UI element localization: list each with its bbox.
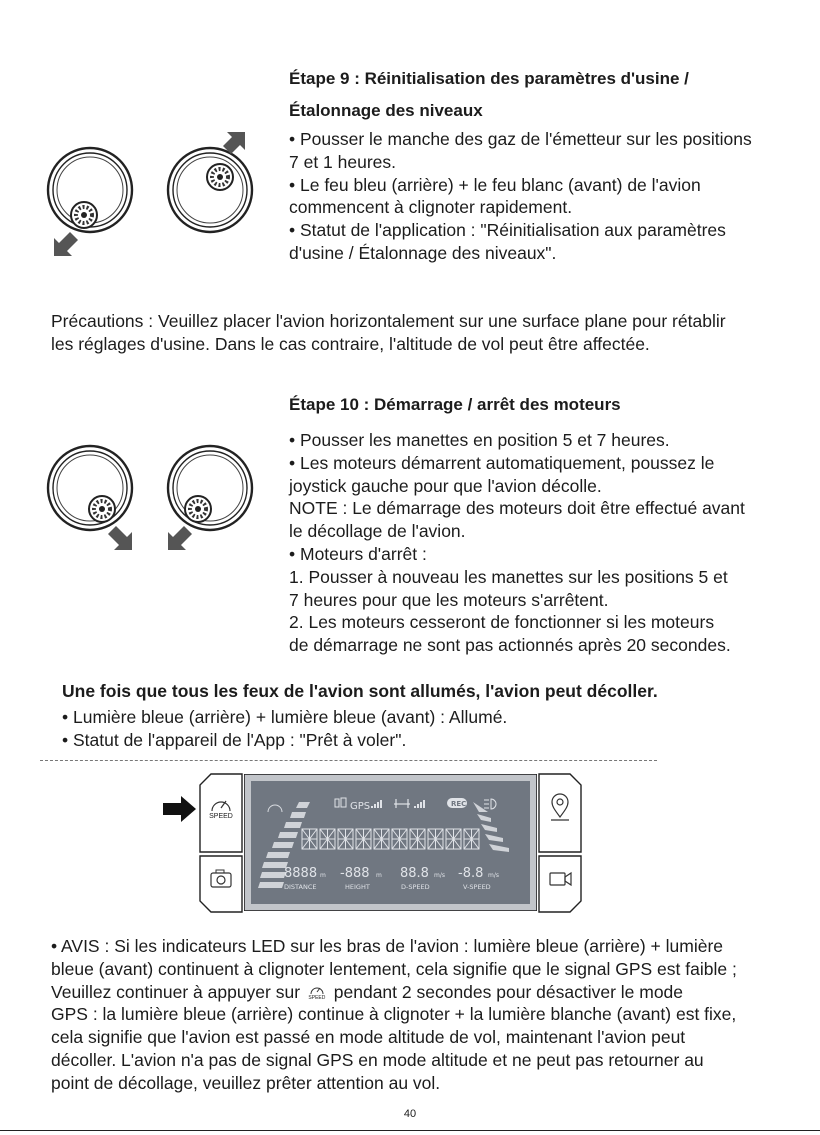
step9-stick-illustration [40, 128, 270, 263]
step10-body: • Pousser les manettes en position 5 et 7 heures. • Les moteurs démarrent automatiquement, poussez le joystick gauche pour que l'avion décolle. NOTE : Le démarrage des moteurs doit être effectué avant le décollage de l'avion. • Moteurs d'arrêt : 1. Pousser à nouveau les manettes sur les positions 5 et 7 heures pour que les moteurs s'arrêtent. 2. Les moteurs cesseront de fonctionner si les moteurs de démarrage ne sont pas actionnés après 20 secondes. [289, 430, 745, 656]
step10-stick-illustration [40, 440, 270, 555]
step9-title-line1: Étape 9 : Réinitialisation des paramètres d'usine / [289, 69, 689, 88]
notice-text-part1: • AVIS : Si les indicateurs LED sur les bras de l'avion : lumière bleue (arrière) + lumière bleue (avant) continuent à clignoter lentement, cela signifie que le signal GPS est faible ; Veuillez continuer à appuyer sur [51, 936, 737, 1002]
vspeed-label: V-SPEED [463, 883, 491, 891]
height-label: HEIGHT [345, 883, 370, 891]
speed-inline-icon-label: SPEED [308, 994, 326, 1001]
step10-title: Étape 10 : Démarrage / arrêt des moteurs [289, 395, 621, 414]
dashed-divider [40, 760, 657, 761]
gps-label: GPS [350, 801, 371, 812]
ready-bullet-2: • Statut de l'appareil de l'App : "Prêt à voler". [62, 730, 407, 750]
location-button[interactable] [538, 773, 582, 853]
distance-label: DISTANCE [284, 883, 317, 891]
speed-button-label: SPEED [209, 813, 233, 820]
right-stick-icon [168, 148, 252, 232]
height-digits: -888 [340, 866, 370, 881]
height-unit: m [376, 872, 382, 879]
vspeed-unit: m/s [488, 872, 499, 879]
distance-unit: m [320, 872, 326, 879]
page-number: 40 [403, 1108, 417, 1120]
bottom-rule [0, 1130, 820, 1131]
ready-bullet-1: • Lumière bleue (arrière) + lumière bleue (avant) : Allumé. [62, 707, 508, 727]
dspeed-digits: 88.8 [400, 866, 429, 881]
distance-digits: 8888 [284, 866, 318, 881]
dspeed-unit: m/s [434, 872, 445, 879]
precautions-text: Précautions : Veuillez placer l'avion horizontalement sur une surface plane pour rétablir les réglages d'usine. Dans le cas contraire, l'altitude de vol peut être affectée. [51, 311, 726, 354]
rec-label: REC [451, 800, 467, 808]
arrow-right-icon [163, 796, 197, 822]
left-stick-icon [48, 148, 132, 232]
speed-inline-icon [305, 982, 329, 1002]
vspeed-digits: -8.8 [458, 866, 484, 881]
speed-button[interactable] [199, 773, 243, 853]
notice-text [51, 935, 811, 1095]
lcd-screen [244, 774, 537, 911]
arrow-down-left-icon [54, 232, 78, 256]
camera-button[interactable] [199, 855, 243, 913]
arrow-down-right-icon [108, 526, 132, 550]
ready-headline: Une fois que tous les feux de l'avion sont allumés, l'avion peut décoller. [62, 681, 658, 701]
step9-body: • Pousser le manche des gaz de l'émetteur sur les positions 7 et 1 heures. • Le feu bleu (arrière) + le feu blanc (avant) de l'avion commencent à clignoter rapidement. • Statut de l'application : "Réinitialisation aux paramètres d'usine / Étalonnage des niveaux". [289, 129, 752, 263]
notice-text-part2: pendant 2 secondes pour désactiver le mode GPS : la lumière bleue (arrière) continue à clignoter + la lumière blanche (avant) est fixe, cela signifie que l'avion est passé en mode altitude de vol, maintenant l'avion peut décoller. L'avion n'a pas de signal GPS en mode altitude et ne peut pas retourner au point de décollage, veuillez prêter attention au vol. [51, 981, 737, 1093]
right-stick-icon [168, 446, 252, 530]
left-stick-icon [48, 446, 132, 530]
arrow-down-left-icon [168, 526, 192, 550]
step9-title-line2: Étalonnage des niveaux [289, 101, 483, 120]
video-button[interactable] [538, 855, 582, 913]
dspeed-label: D-SPEED [401, 883, 430, 891]
step9-title [289, 66, 809, 124]
